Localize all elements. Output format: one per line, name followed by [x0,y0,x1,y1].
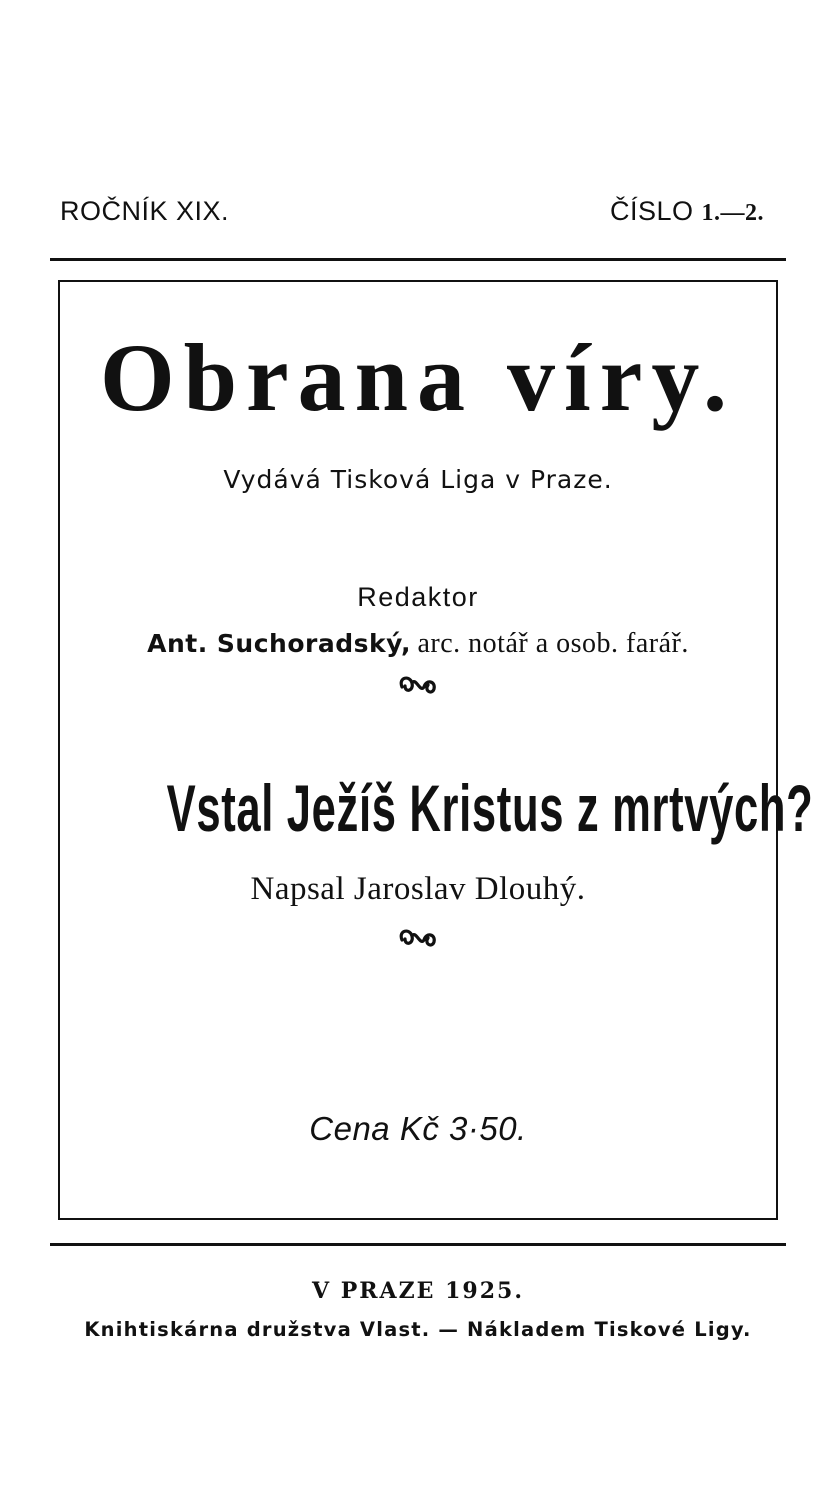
editor-role: arc. notář a osob. farář. [417,628,689,659]
ornament-icon [396,672,440,698]
author-line: Napsal Jaroslav Dlouhý. [250,871,586,907]
top-divider [50,258,786,261]
volume-label: ROČNÍK XIX. [60,196,230,226]
ornament-divider [0,672,836,703]
editor-line [0,628,836,660]
issue-label [610,196,764,227]
editor-name: Ant. Suchoradský, [147,629,411,658]
book-title-wrap [0,770,836,846]
ornament-divider [0,925,836,956]
place-year: V PRAZE 1925. [311,1278,524,1304]
ornament-icon [396,925,440,951]
issue-word: ČÍSLO [609,196,694,226]
printer-line: Knihtiskárna družstva Vlast. — Nákladem Tiskové Ligy. [84,1318,752,1341]
issue-number: 1.—2. [701,200,764,226]
book-title: Vstal Ježíš Kristus z mrtvých? [166,771,814,845]
price: Cena Kč 3·50. [309,1110,527,1147]
bottom-divider [50,1243,786,1246]
publisher-line: Vydává Tisková Liga v Praze. [223,465,613,494]
periodical-title: Obrana víry. [99,324,737,431]
editor-label: Redaktor [357,582,479,612]
